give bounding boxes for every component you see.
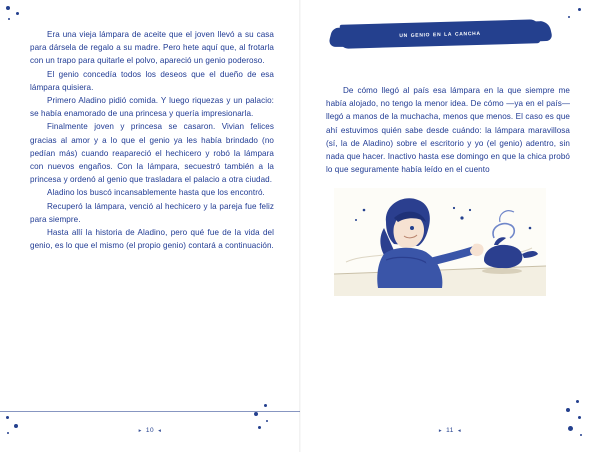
dot	[578, 8, 581, 11]
dot	[568, 16, 570, 18]
dot	[266, 420, 268, 422]
paragraph: Primero Aladino pidió comida. Y luego riquezas y un palacio: se había enamorado de una princesa y quería impresionarla.	[30, 96, 274, 119]
dot	[6, 416, 9, 419]
girl-rubbing-lamp-illustration	[334, 188, 546, 296]
dot	[578, 416, 581, 419]
decorative-dots-left-bottom	[4, 410, 40, 440]
paragraph: Era una vieja lámpara de aceite que el joven llevó a su casa para dársela de regalo a su madre. Pero hete aquí que, al frotarla con un trapo para quitarle el polvo, apareció un genio poderoso.	[30, 30, 274, 66]
paragraph: De cómo llegó al país esa lámpara en la que siempre me había alojado, no tengo la menor idea. De cómo —ya en el país— llegó a manos de la muchacha, menos que menos. El caso es que ahí estuvimos quién sabe desde cuándo: la lámpara maravillosa (sí, la de Aladino) sobre el escritorio y yo (el genio) adentro, sin nada que hacer. Inactivo hasta ese domingo en que la chica probó lo que seguramente había leído en el cuento	[326, 86, 570, 175]
illustration-svg	[334, 188, 546, 296]
paragraph: Recuperó la lámpara, venció al hechicero y la pareja fue feliz para siempre.	[30, 201, 274, 224]
page-divider-rule	[0, 411, 300, 412]
chapter-title-banner	[340, 19, 541, 49]
paragraph: Aladino los buscó incansablemente hasta que los encontró.	[47, 188, 265, 198]
left-page-folio	[0, 427, 300, 434]
dot	[566, 408, 570, 412]
folio-arrow-left-icon: ▸	[138, 428, 142, 434]
folio-number: 10	[145, 427, 155, 434]
folio-arrow-right-icon: ◂	[158, 428, 162, 434]
decorative-dots-right-bottom	[554, 398, 594, 442]
right-page-text	[326, 84, 570, 176]
dot	[580, 434, 582, 436]
paragraph: Finalmente joven y princesa se casaron. Vivian felices gracias al amor y a lo que el genio ya les había brindado (no pedían más) cuando reapareció el hechicero y robó la lámpara con nuevos engaños. Con la lámpara, secuestró también a la princesa y ordenó al genio que trasladara el palacio a otra ciudad.	[30, 122, 274, 185]
chapter-title-text: un genio en la cancha	[399, 27, 481, 40]
right-page	[300, 0, 600, 452]
folio-number: 11	[446, 427, 454, 434]
dot	[264, 404, 267, 407]
right-page-folio	[300, 427, 600, 434]
dot	[254, 412, 258, 416]
dot	[576, 400, 579, 403]
left-page-text	[30, 28, 274, 252]
decorative-dots-left-top	[2, 2, 42, 28]
folio-arrow-right-icon: ◂	[457, 428, 462, 434]
dot	[16, 12, 19, 15]
dot	[6, 6, 10, 10]
dot	[8, 18, 10, 20]
folio-arrow-left-icon: ▸	[438, 428, 443, 434]
paragraph: Hasta allí la historia de Aladino, pero qué fue de la vida del genio, es lo que el mismo (el propio genio) contará a continuación.	[30, 228, 274, 251]
chapter-heading	[332, 22, 570, 62]
paragraph: El genio concedía todos los deseos que el dueño de esa lámpara quisiera.	[30, 69, 274, 92]
